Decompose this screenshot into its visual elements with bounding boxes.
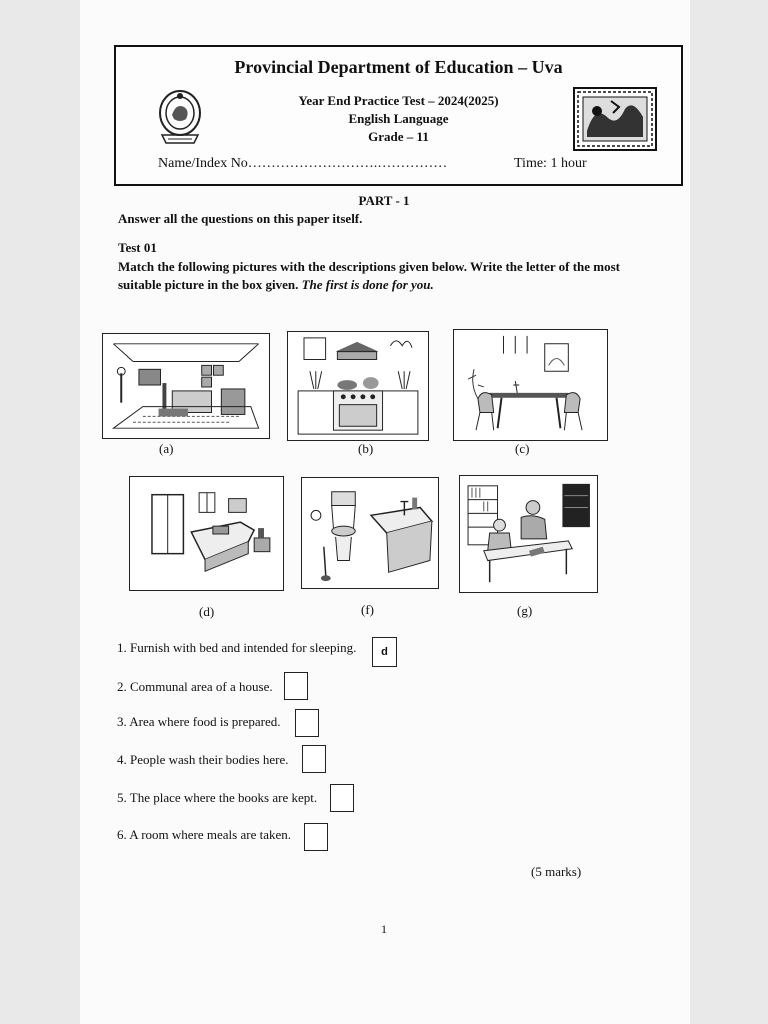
general-instruction: Answer all the questions on this paper itself. xyxy=(118,211,363,226)
test-title: Year End Practice Test – 2024(2025) xyxy=(298,93,499,108)
bedroom-illustration xyxy=(129,476,284,591)
answer-box-5[interactable] xyxy=(330,784,354,812)
exam-header xyxy=(114,45,683,186)
question-2: 2. Communal area of a house. xyxy=(117,679,273,694)
picture-label-f: (f) xyxy=(361,602,374,617)
dining-room-illustration xyxy=(453,329,608,441)
picture-label-a: (a) xyxy=(159,441,174,456)
decorative-stamp-icon xyxy=(573,87,657,151)
bathroom-illustration xyxy=(301,477,439,589)
test-title-label: Test 01 xyxy=(118,240,157,255)
library-illustration xyxy=(459,475,598,593)
question-4: 4. People wash their bodies here. xyxy=(117,752,289,767)
example-note: The first is done for you. xyxy=(301,277,434,292)
answer-box-6[interactable] xyxy=(304,823,328,851)
picture-label-c: (c) xyxy=(515,441,530,456)
question-3: 3. Area where food is prepared. xyxy=(117,714,281,729)
living-room-illustration xyxy=(102,333,270,439)
match-instruction: Match the following pictures with the descriptions given below. Write the letter of the most suitable picture in the box given. The first is done for you. xyxy=(118,259,621,292)
question-6: 6. A room where meals are taken. xyxy=(117,827,291,842)
picture-label-g: (g) xyxy=(517,603,533,618)
page-number: 1 xyxy=(381,922,387,936)
answer-box-3[interactable] xyxy=(295,709,319,737)
question-1: 1. Furnish with bed and intended for sleeping. xyxy=(117,640,357,655)
kitchen-illustration xyxy=(287,331,429,441)
answer-box-1[interactable]: d xyxy=(372,637,397,667)
department-title: Provincial Department of Education – Uva xyxy=(234,57,563,77)
grade-title: Grade – 11 xyxy=(368,129,429,144)
time-allowed: Time: 1 hour xyxy=(514,156,587,171)
picture-label-b: (b) xyxy=(358,441,374,456)
name-index-field: Name/Index No……………………….…………… xyxy=(158,156,448,171)
question-5: 5. The place where the books are kept. xyxy=(117,790,318,805)
subject-title: English Language xyxy=(348,111,449,126)
part-title: PART - 1 xyxy=(358,193,410,208)
answer-box-4[interactable] xyxy=(302,745,326,773)
picture-label-d: (d) xyxy=(199,604,215,619)
marks-label: (5 marks) xyxy=(531,864,582,879)
answer-box-2[interactable] xyxy=(284,672,308,700)
